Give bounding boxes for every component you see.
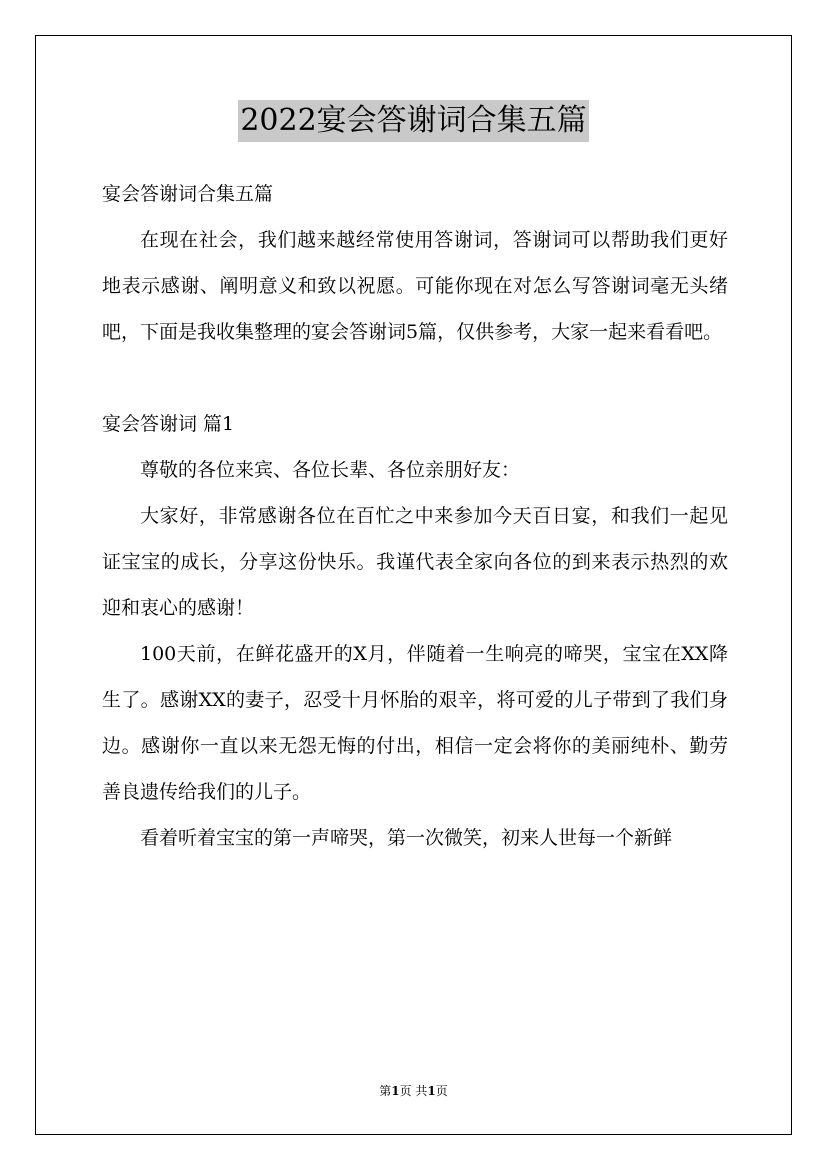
body-paragraph: 看着听着宝宝的第一声啼哭，第一次微笑，初来人世每一个新鲜	[140, 827, 673, 849]
document-title: 2022宴会答谢词合集五篇	[238, 100, 588, 142]
footer-page-number: 1	[391, 1084, 400, 1098]
footer-page-suffix: 页	[435, 1084, 448, 1098]
salutation-paragraph: 尊敬的各位来宾、各位长辈、各位亲朋好友：	[140, 459, 521, 481]
footer-page-prefix: 第	[379, 1084, 392, 1098]
intro-paragraph: 在现在社会，我们越来越经常使用答谢词，答谢词可以帮助我们更好地表示感谢、阐明意义和致以祝愿。可能你现在对怎么写答谢词毫无头绪吧，下面是我收集整理的宴会答谢词5篇，仅供参考，大家一起来看看吧。	[102, 229, 728, 343]
document-body	[102, 171, 728, 861]
section-heading: 宴会答谢词 篇1	[102, 413, 235, 435]
footer-page-total: 1	[427, 1084, 436, 1098]
subtitle: 宴会答谢词合集五篇	[102, 183, 274, 205]
body-paragraph: 大家好，非常感谢各位在百忙之中来参加今天百日宴，和我们一起见证宝宝的成长，分享这份快乐。我谨代表全家向各位的到来表示热烈的欢迎和衷心的感谢！	[102, 505, 728, 619]
footer-page-mid: 页 共	[399, 1084, 428, 1098]
body-paragraph: 100天前，在鲜花盛开的X月，伴随着一生响亮的啼哭，宝宝在XX降生了。感谢XX的妻子，忍受十月怀胎的艰辛，将可爱的儿子带到了我们身边。感谢你一直以来无怨无悔的付出，相信一定会将你的美丽纯朴、勤劳善良遗传给我们的儿子。	[102, 643, 728, 803]
page-footer	[0, 1082, 827, 1100]
title-container	[0, 100, 827, 142]
